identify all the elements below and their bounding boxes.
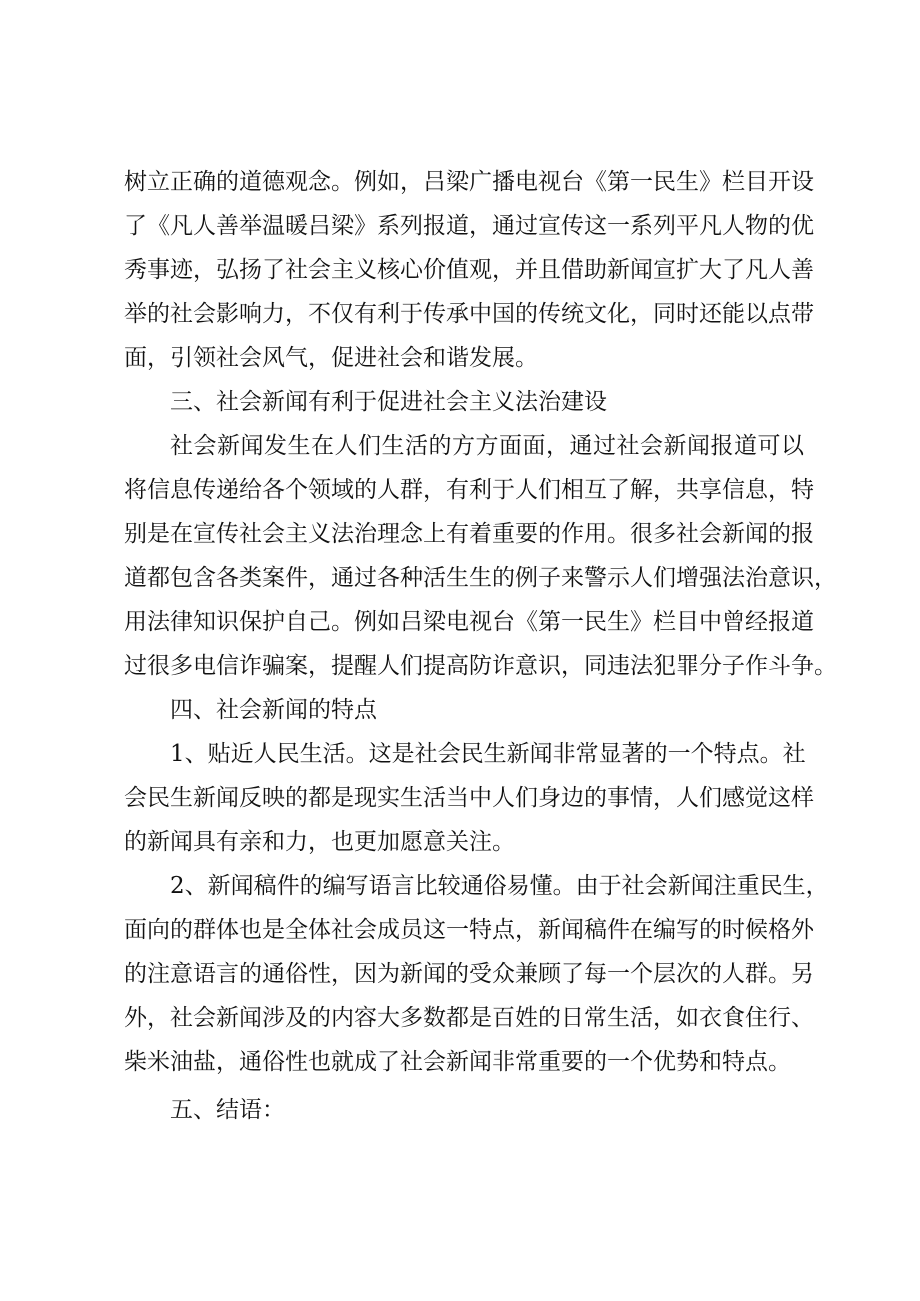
paragraph-line: 树立正确的道德观念。例如，吕梁广播电视台《第一民生》栏目开设 — [124, 169, 814, 195]
paragraph-line: 的注意语言的通俗性，因为新闻的受众兼顾了每一个层次的人群。另 — [124, 961, 814, 987]
paragraph-line: 过很多电信诈骗案，提醒人们提高防诈意识，同违法犯罪分子作斗争。 — [124, 653, 837, 679]
paragraph-line: 1、贴近人民生活。这是社会民生新闻非常显著的一个特点。社 — [170, 741, 806, 767]
paragraph-line: 会民生新闻反映的都是现实生活当中人们身边的事情，人们感觉这样 — [124, 785, 814, 811]
paragraph-line: 举的社会影响力，不仅有利于传承中国的传统文化，同时还能以点带 — [124, 301, 814, 327]
section-heading-4: 四、社会新闻的特点 — [170, 697, 377, 723]
paragraph-line: 了《凡人善举温暖吕梁》系列报道，通过宣传这一系列平凡人物的优 — [124, 213, 814, 239]
paragraph-line: 别是在宣传社会主义法治理念上有着重要的作用。很多社会新闻的报 — [124, 521, 814, 547]
paragraph-line: 用法律知识保护自己。例如吕梁电视台《第一民生》栏目中曾经报道 — [124, 609, 814, 635]
paragraph-line: 面，引领社会风气，促进社会和谐发展。 — [124, 345, 538, 371]
section-heading-5: 五、结语： — [170, 1097, 285, 1123]
paragraph-line: 2、新闻稿件的编写语言比较通俗易懂。由于社会新闻注重民生， — [170, 873, 829, 899]
paragraph-line: 将信息传递给各个领域的人群，有利于人们相互了解，共享信息，特 — [124, 477, 814, 503]
section-heading-3: 三、社会新闻有利于促进社会主义法治建设 — [170, 389, 607, 415]
paragraph-line: 柴米油盐，通俗性也就成了社会新闻非常重要的一个优势和特点。 — [124, 1049, 791, 1075]
paragraph-line: 面向的群体也是全体社会成员这一特点，新闻稿件在编写的时候格外 — [124, 917, 814, 943]
paragraph-line: 外，社会新闻涉及的内容大多数都是百姓的日常生活，如衣食住行、 — [124, 1005, 814, 1031]
paragraph-line: 秀事迹，弘扬了社会主义核心价值观，并且借助新闻宣扩大了凡人善 — [124, 257, 814, 283]
paragraph-line: 社会新闻发生在人们生活的方方面面，通过社会新闻报道可以 — [170, 433, 804, 459]
paragraph-line: 道都包含各类案件，通过各种活生生的例子来警示人们增强法治意识， — [124, 565, 837, 591]
paragraph-line: 的新闻具有亲和力，也更加愿意关注。 — [124, 829, 515, 855]
